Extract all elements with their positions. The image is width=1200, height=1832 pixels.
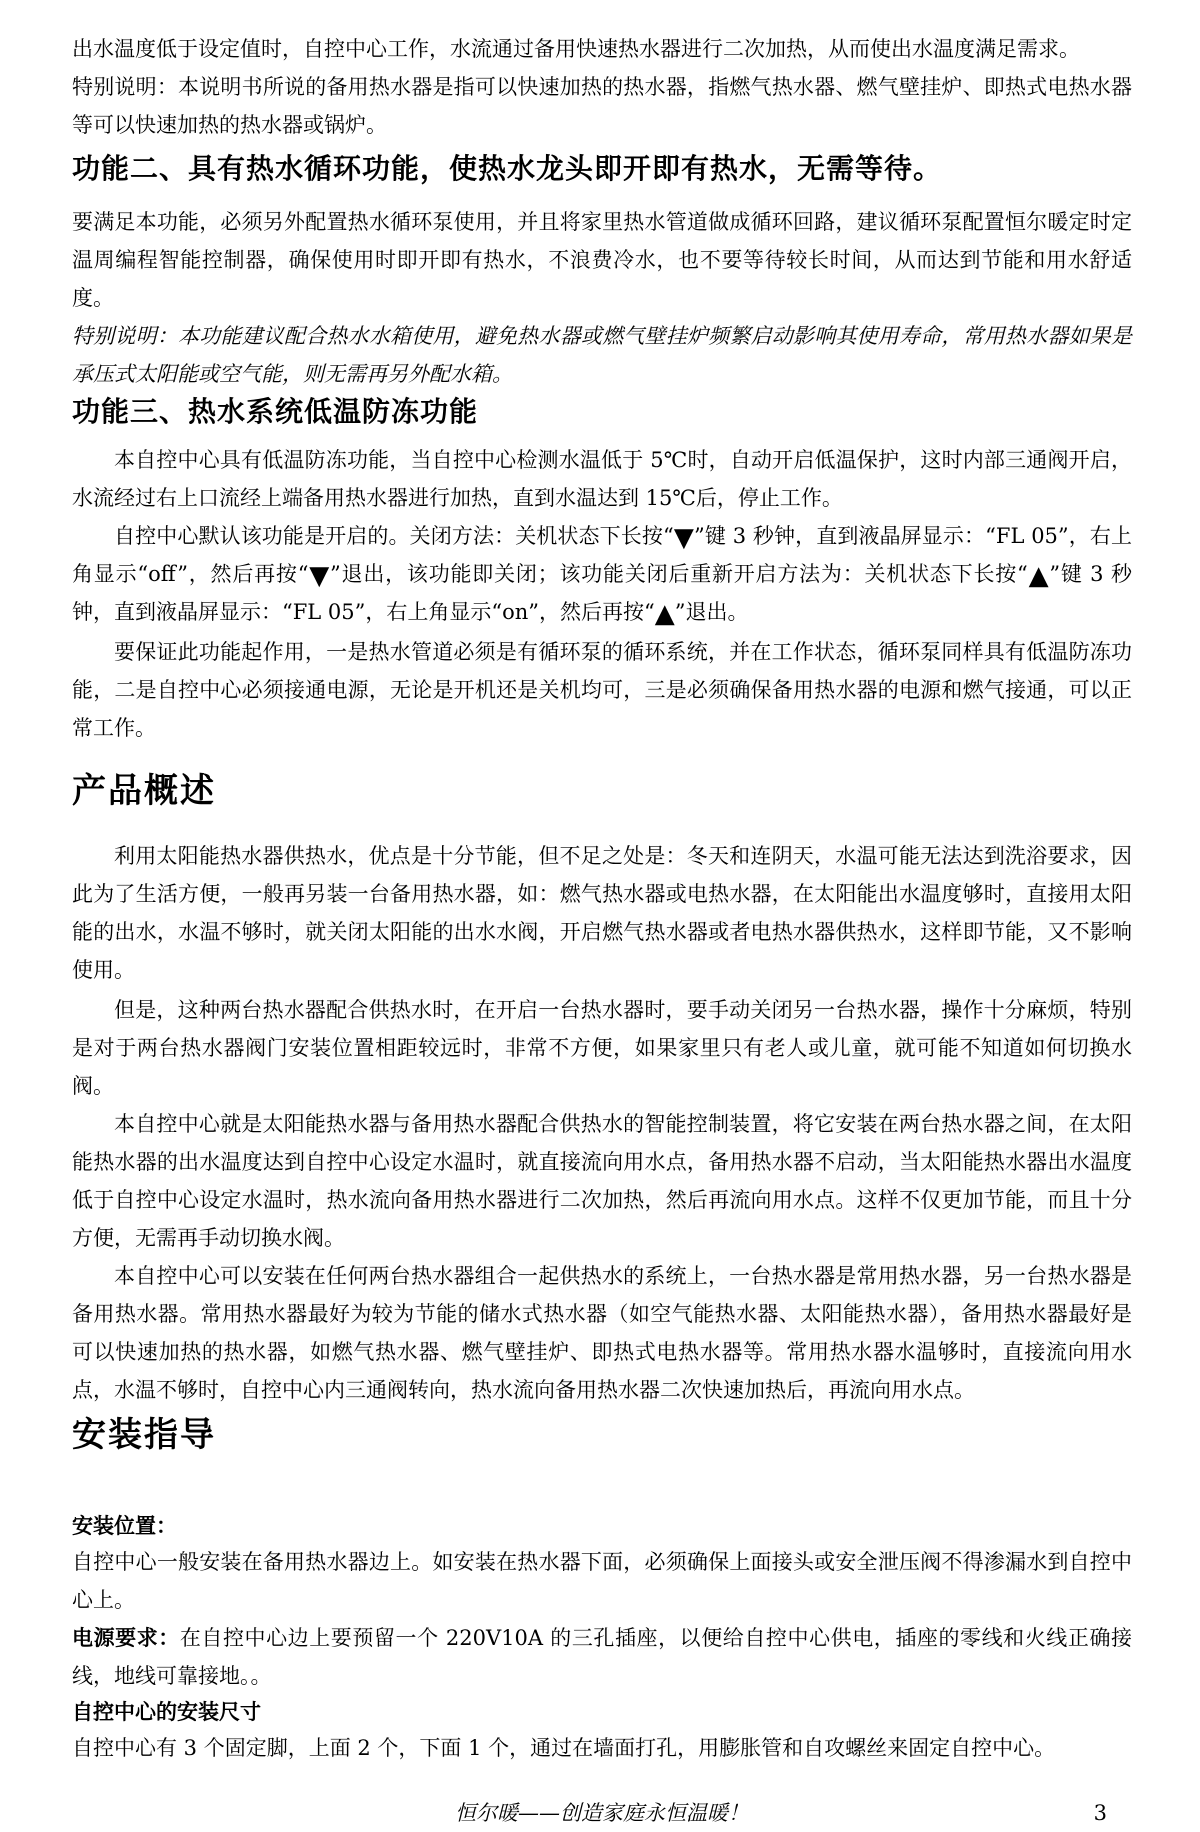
footer-slogan: 恒尔暖——创造家庭永恒温暖！ [455, 1801, 749, 1825]
page-footer [72, 1794, 1132, 1832]
paragraph-function2-italic-note: 特别说明：本功能建议配合热水水箱使用，避免热水器或燃气壁挂炉频繁启动影响其使用寿命，常用热水器如果是承压式太阳能或空气能，则无需再另外配水箱。 [72, 324, 1132, 386]
paragraph-overview-solar-pros-cons: 利用太阳能热水器供热水，优点是十分节能，但不足之处是：冬天和连阴天，水温可能无法达到洗浴要求，因此为了生活方便，一般再另装一台备用热水器，如：燃气热水器或电热水器，在太阳能出水温度够时，直接用太阳能的出水，水温不够时，就关闭太阳能的出水水阀，开启燃气热水器或者电热水器供热水，这样即节能，又不影响使用。 [72, 844, 1132, 982]
up-triangle-icon: ▲ [654, 599, 675, 629]
text-segment: ”键 3 秒钟，直到液晶屏显示：“FL 05”，右上角显示“on”，然后再按“ [72, 562, 1132, 624]
paragraph-overview-control-center-intro: 本自控中心就是太阳能热水器与备用热水器配合供热水的智能控制装置，将它安装在两台热水器之间，在太阳能热水器的出水温度达到自控中心设定水温时，就直接流向用水点，备用热水器不启动，当太阳能热水器出水温度低于自控中心设定水温时，热水流向备用热水器进行二次加热，然后再流向用水点。这样不仅更加节能，而且十分方便，无需再手动切换水阀。 [72, 1112, 1132, 1250]
subheading-install-location: 安装位置： [72, 1514, 177, 1538]
paragraph-install-location: 自控中心一般安装在备用热水器边上。如安装在热水器下面，必须确保上面接头或安全泄压阀不得渗漏水到自控中心上。 [72, 1550, 1132, 1612]
text-segment: ”键 3 秒钟，直到液晶屏显示：“FL 05”，右上角显示“off”，然后再按“ [72, 524, 1132, 586]
up-triangle-icon: ▲ [1027, 561, 1050, 591]
paragraph-intro-special-note: 特别说明：本说明书所说的备用热水器是指可以快速加热的热水器，指燃气热水器、燃气壁挂炉、即热式电热水器等可以快速加热的热水器或锅炉。 [72, 75, 1132, 137]
heading-function2: 功能二、具有热水循环功能，使热水龙头即开即有热水，无需等待。 [72, 152, 943, 185]
down-triangle-icon: ▼ [673, 523, 694, 553]
text-power-requirement: 在自控中心边上要预留一个 220V10A 的三孔插座，以便给自控中心供电，插座的零线和火线正确接线，地线可靠接地。。 [72, 1626, 1133, 1688]
paragraph-function3-conditions: 要保证此功能起作用，一是热水管道必须是有循环泵的循环系统，并在工作状态，循环泵同样具有低温防冻功能，二是自控中心必须接通电源，无论是开机还是关机均可，三是必须确保备用热水器的电源和燃气接通，可以正常工作。 [72, 640, 1132, 740]
heading-product-overview: 产品概述 [72, 771, 216, 811]
subheading-install-size: 自控中心的安装尺寸 [72, 1700, 261, 1724]
paragraph-function3-antifreeze: 本自控中心具有低温防冻功能，当自控中心检测水温低于 5℃时，自动开启低温保护，这时内部三通阀开启，水流经过右上口流经上端备用热水器进行加热，直到水温达到 15℃后，停止工作。 [72, 448, 1132, 510]
text-segment: 自控中心默认该功能是开启的。关闭方法：关机状态下长按“ [114, 524, 674, 548]
down-triangle-icon: ▼ [308, 561, 331, 591]
label-power-requirement: 电源要求： [72, 1626, 180, 1650]
paragraph-function3-onoff-method [72, 517, 1132, 631]
heading-function3: 功能三、热水系统低温防冻功能 [72, 395, 479, 428]
paragraph-function2-body: 要满足本功能，必须另外配置热水循环泵使用，并且将家里热水管道做成循环回路，建议循环泵配置恒尔暖定时定温周编程智能控制器，确保使用时即开即有热水，不浪费冷水，也不要等待较长时间，从而达到节能和用水舒适度。 [72, 210, 1132, 310]
paragraph-overview-compatibility: 本自控中心可以安装在任何两台热水器组合一起供热水的系统上，一台热水器是常用热水器，另一台热水器是备用热水器。常用热水器最好为较为节能的储水式热水器（如空气能热水器、太阳能热水器），备用热水器最好是可以快速加热的热水器，如燃气热水器、燃气壁挂炉、即热式电热水器等。常用热水器水温够时，直接流向用水点，水温不够时，自控中心内三通阀转向，热水流向备用热水器二次快速加热后，再流向用水点。 [72, 1264, 1132, 1402]
paragraph-install-size: 自控中心有 3 个固定脚，上面 2 个，下面 1 个，通过在墙面打孔，用膨胀管和自攻螺丝来固定自控中心。 [72, 1736, 1056, 1760]
paragraph-overview-manual-switch-problem: 但是，这种两台热水器配合供热水时，在开启一台热水器时，要手动关闭另一台热水器，操作十分麻烦，特别是对于两台热水器阀门安装位置相距较远时，非常不方便，如果家里只有老人或儿童，就可能不知道如何切换水阀。 [72, 998, 1132, 1098]
text-segment: ”退出，该功能即关闭；该功能关闭后重新开启方法为：关机状态下长按“ [330, 562, 1028, 586]
paragraph-power-requirement [72, 1619, 1132, 1695]
page-number: 3 [1093, 1801, 1107, 1825]
text-segment: ”退出。 [674, 600, 749, 624]
heading-install-guide: 安装指导 [72, 1415, 216, 1455]
paragraph-intro-continuation: 出水温度低于设定值时，自控中心工作，水流通过备用快速热水器进行二次加热，从而使出水温度满足需求。 [72, 37, 1080, 61]
